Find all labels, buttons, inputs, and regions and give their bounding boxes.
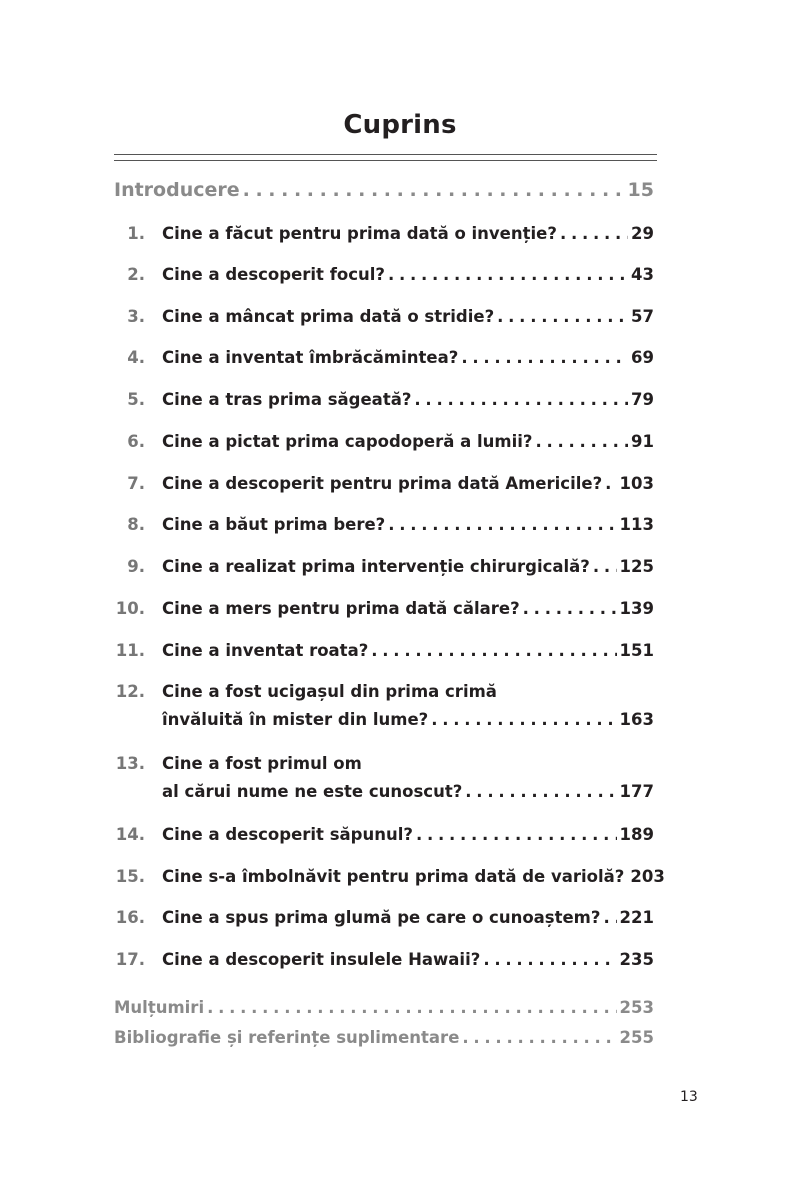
toc-chapter[interactable] — [114, 515, 654, 534]
leader-dots — [371, 641, 616, 660]
chapter-number: 2. — [127, 265, 145, 284]
chapter-title: Cine a făcut pentru prima dată o invenție? — [162, 224, 557, 243]
chapter-title-cont: învăluită în mister din lume? — [162, 710, 429, 729]
chapter-title: Cine a descoperit insulele Hawaii? — [162, 950, 481, 969]
leader-dots — [243, 179, 625, 201]
leader-dots — [414, 390, 628, 409]
toc-chapter[interactable] — [114, 950, 654, 969]
toc-chapter[interactable] — [114, 432, 654, 451]
leader-dots — [603, 908, 616, 927]
toc-chapter[interactable] — [114, 867, 665, 886]
chapter-page: 125 — [619, 557, 654, 576]
chapter-number: 12. — [115, 682, 145, 701]
toc-back-matter[interactable] — [114, 1028, 654, 1047]
leader-dots — [605, 474, 616, 493]
chapter-number: 1. — [127, 224, 145, 243]
chapter-page: 235 — [619, 950, 654, 969]
leader-dots — [416, 825, 617, 844]
chapter-title: Cine a inventat îmbrăcămintea? — [162, 348, 459, 367]
back-matter-label: Bibliografie și referințe suplimentare — [114, 1028, 460, 1047]
leader-dots — [462, 1028, 616, 1047]
leader-dots — [497, 307, 628, 326]
back-matter-page: 255 — [619, 1028, 654, 1047]
back-matter-label: Mulțumiri — [114, 998, 205, 1017]
chapter-number: 7. — [127, 474, 145, 493]
toc-chapter[interactable] — [114, 641, 654, 660]
chapter-page: 29 — [631, 224, 654, 243]
chapter-title: Cine a mers pentru prima dată călare? — [162, 599, 520, 618]
chapter-page: 221 — [619, 908, 654, 927]
chapter-number: 15. — [115, 867, 145, 886]
leader-dots — [431, 710, 616, 729]
toc-chapter[interactable] — [114, 825, 654, 844]
chapter-number: 14. — [115, 825, 145, 844]
toc-chapter[interactable] — [114, 908, 654, 927]
toc-intro[interactable] — [114, 179, 654, 201]
chapter-title: Cine a realizat prima intervenție chirurgicală? — [162, 557, 590, 576]
toc-chapter[interactable] — [114, 390, 654, 409]
chapter-page: 139 — [619, 599, 654, 618]
chapter-number: 9. — [127, 557, 145, 576]
chapter-page: 79 — [631, 390, 654, 409]
toc-intro-label: Introducere — [114, 179, 240, 201]
toc-chapter[interactable] — [114, 224, 654, 243]
chapter-title: Cine a descoperit săpunul? — [162, 825, 413, 844]
chapter-page: 91 — [631, 432, 654, 451]
toc-chapter[interactable] — [114, 599, 654, 618]
chapter-number: 5. — [127, 390, 145, 409]
chapter-title: Cine a descoperit pentru prima dată Americile? — [162, 474, 603, 493]
chapter-page: 203 — [630, 867, 665, 886]
chapter-title: Cine a descoperit focul? — [162, 265, 385, 284]
chapter-number: 17. — [115, 950, 145, 969]
chapter-title: Cine a spus prima glumă pe care o cunoaștem? — [162, 908, 601, 927]
chapter-number: 8. — [127, 515, 145, 534]
page-title: Cuprins — [343, 110, 457, 140]
page-number: 13 — [680, 1089, 698, 1105]
back-matter-page: 253 — [619, 998, 654, 1017]
chapter-page: 177 — [619, 782, 654, 801]
toc-chapter[interactable] — [114, 754, 654, 801]
toc-back-matter[interactable] — [114, 998, 654, 1017]
leader-dots — [483, 950, 616, 969]
chapter-title: Cine s-a îmbolnăvit pentru prima dată de variolă? — [162, 867, 625, 886]
title-rule-top — [114, 154, 657, 155]
chapter-page: 151 — [619, 641, 654, 660]
chapter-page: 69 — [631, 348, 654, 367]
chapter-page: 189 — [619, 825, 654, 844]
chapter-title: Cine a fost ucigașul din prima crimă — [162, 682, 497, 701]
chapter-page: 43 — [631, 265, 654, 284]
leader-dots — [388, 515, 616, 534]
chapter-title: Cine a inventat roata? — [162, 641, 369, 660]
leader-dots — [560, 224, 628, 243]
leader-dots — [461, 348, 628, 367]
title-rule-bottom — [114, 160, 657, 161]
chapter-number: 4. — [127, 348, 145, 367]
toc-chapter[interactable] — [114, 474, 654, 493]
chapter-number: 6. — [127, 432, 145, 451]
chapter-title: Cine a mâncat prima dată o stridie? — [162, 307, 495, 326]
chapter-number: 13. — [115, 754, 145, 773]
toc-chapter[interactable] — [114, 682, 654, 729]
leader-dots — [523, 599, 617, 618]
chapter-page: 163 — [619, 710, 654, 729]
toc-chapter[interactable] — [114, 348, 654, 367]
chapter-page: 113 — [619, 515, 654, 534]
toc-intro-page: 15 — [627, 179, 654, 201]
chapter-page: 103 — [619, 474, 654, 493]
leader-dots — [536, 432, 629, 451]
chapter-title: Cine a fost primul om — [162, 754, 362, 773]
chapter-title: Cine a băut prima bere? — [162, 515, 386, 534]
chapter-title: Cine a pictat prima capodoperă a lumii? — [162, 432, 533, 451]
chapter-number: 10. — [115, 599, 145, 618]
chapter-title: Cine a tras prima săgeată? — [162, 390, 412, 409]
chapter-number: 16. — [115, 908, 145, 927]
leader-dots — [465, 782, 616, 801]
leader-dots — [593, 557, 617, 576]
chapter-page: 57 — [631, 307, 654, 326]
chapter-number: 11. — [115, 641, 145, 660]
chapter-number: 3. — [127, 307, 145, 326]
toc-chapter[interactable] — [114, 307, 654, 326]
toc-chapter[interactable] — [114, 265, 654, 284]
toc-chapter[interactable] — [114, 557, 654, 576]
leader-dots — [388, 265, 628, 284]
leader-dots — [207, 998, 616, 1017]
chapter-title-cont: al cărui nume ne este cunoscut? — [162, 782, 463, 801]
